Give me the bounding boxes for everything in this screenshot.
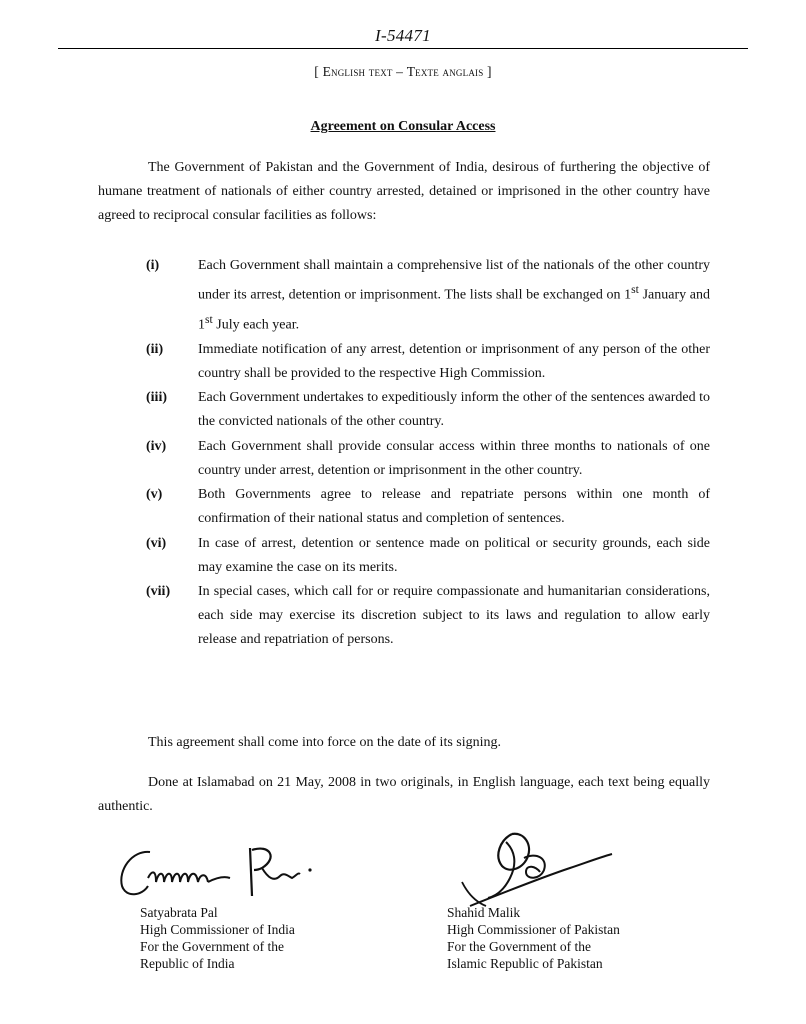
clause-number: (iv): [146, 438, 167, 454]
language-label-close: ]: [483, 64, 492, 79]
language-label: [0, 64, 806, 80]
clause-number: (i): [146, 258, 160, 273]
pakistan-signatory-name: Shahid Malik: [447, 905, 521, 920]
india-signatory-for-line: For the Government of the: [140, 939, 284, 954]
language-label-sep: –: [392, 64, 407, 79]
clause-text: In case of arrest, detention or sentence made on political or security grounds, each side may examine the case on its merits.: [198, 535, 710, 575]
clause-vi: [138, 532, 710, 580]
preamble-paragraph: [98, 156, 710, 228]
document-title: Agreement on Consular Access: [310, 119, 496, 134]
clause-number: (v): [146, 487, 163, 503]
india-signatory-country: Republic of India: [140, 956, 235, 971]
page-number: I-54471: [375, 26, 431, 45]
pakistan-signatory-block: [447, 904, 620, 972]
ordinal-suffix: st: [205, 312, 213, 326]
pakistan-signatory-for-line: For the Government of the: [447, 939, 591, 954]
clause-number: (iii): [146, 390, 167, 406]
clause-i: [138, 254, 710, 337]
clause-text: In special cases, which call for or require compassionate and humanitarian considerations, each side may exercise its discretion subject to its laws and regulation to allow early release and repatriation of persons.: [198, 584, 710, 648]
clause-text: Each Government shall maintain a comprehensive list of the nationals of the other country under its arrest, detention or imprisonment. The lists shall be exchanged on 1: [198, 258, 710, 303]
india-signatory-name: Satyabrata Pal: [140, 905, 218, 920]
pakistan-signatory-country: Islamic Republic of Pakistan: [447, 956, 603, 971]
preamble-text: The Government of Pakistan and the Government of India, desirous of furthering the objective of humane treatment of nationals of either country arrested, detained or imprisoned in the other country have agreed to reciprocal consular facilities as follows:: [98, 160, 710, 223]
clause-number: (vi): [146, 535, 167, 551]
ordinal-suffix: st: [631, 283, 639, 296]
clause-text: July each year.: [212, 317, 300, 333]
clause-iv: [138, 435, 710, 483]
clause-text: Both Governments agree to release and repatriate persons within one month of confirmation of their national status and completion of sentences.: [198, 487, 710, 527]
clause-text: Immediate notification of any arrest, detention or imprisonment of any person of the other country shall be provided to the respective High Commission.: [198, 341, 710, 381]
clause-text: Each Government shall provide consular access within three months to nationals of one country under arrest, detention or imprisonment in the other country.: [198, 438, 710, 478]
clause-text: Each Government undertakes to expeditiously inform the other of the sentences awarded to the convicted nationals of the other country.: [198, 390, 710, 430]
clause-iii: [138, 386, 710, 434]
entry-into-force-paragraph: [98, 731, 710, 755]
clause-number: (vii): [146, 584, 171, 600]
clause-number: (ii): [146, 341, 164, 357]
done-at-text: Done at Islamabad on 21 May, 2008 in two originals, in English language, each text being equally authentic.: [98, 775, 710, 814]
entry-into-force-text: This agreement shall come into force on the date of its signing.: [148, 735, 502, 750]
language-label-open: [: [314, 64, 323, 79]
done-at-paragraph: [98, 771, 710, 819]
pakistan-signatory-title: High Commissioner of Pakistan: [447, 922, 620, 937]
clause-list: [138, 254, 710, 653]
header-rule: [58, 48, 748, 49]
language-label-main: English text: [322, 64, 393, 79]
india-signatory-block: [140, 904, 295, 972]
india-signatory-title: High Commissioner of India: [140, 922, 295, 937]
clause-text: January and 1: [198, 287, 710, 333]
language-label-alt: Texte anglais: [406, 64, 484, 79]
clause-vii: [138, 580, 710, 652]
clause-v: [138, 483, 710, 531]
india-handwritten-signature: [112, 838, 332, 908]
clause-ii: [138, 338, 710, 386]
